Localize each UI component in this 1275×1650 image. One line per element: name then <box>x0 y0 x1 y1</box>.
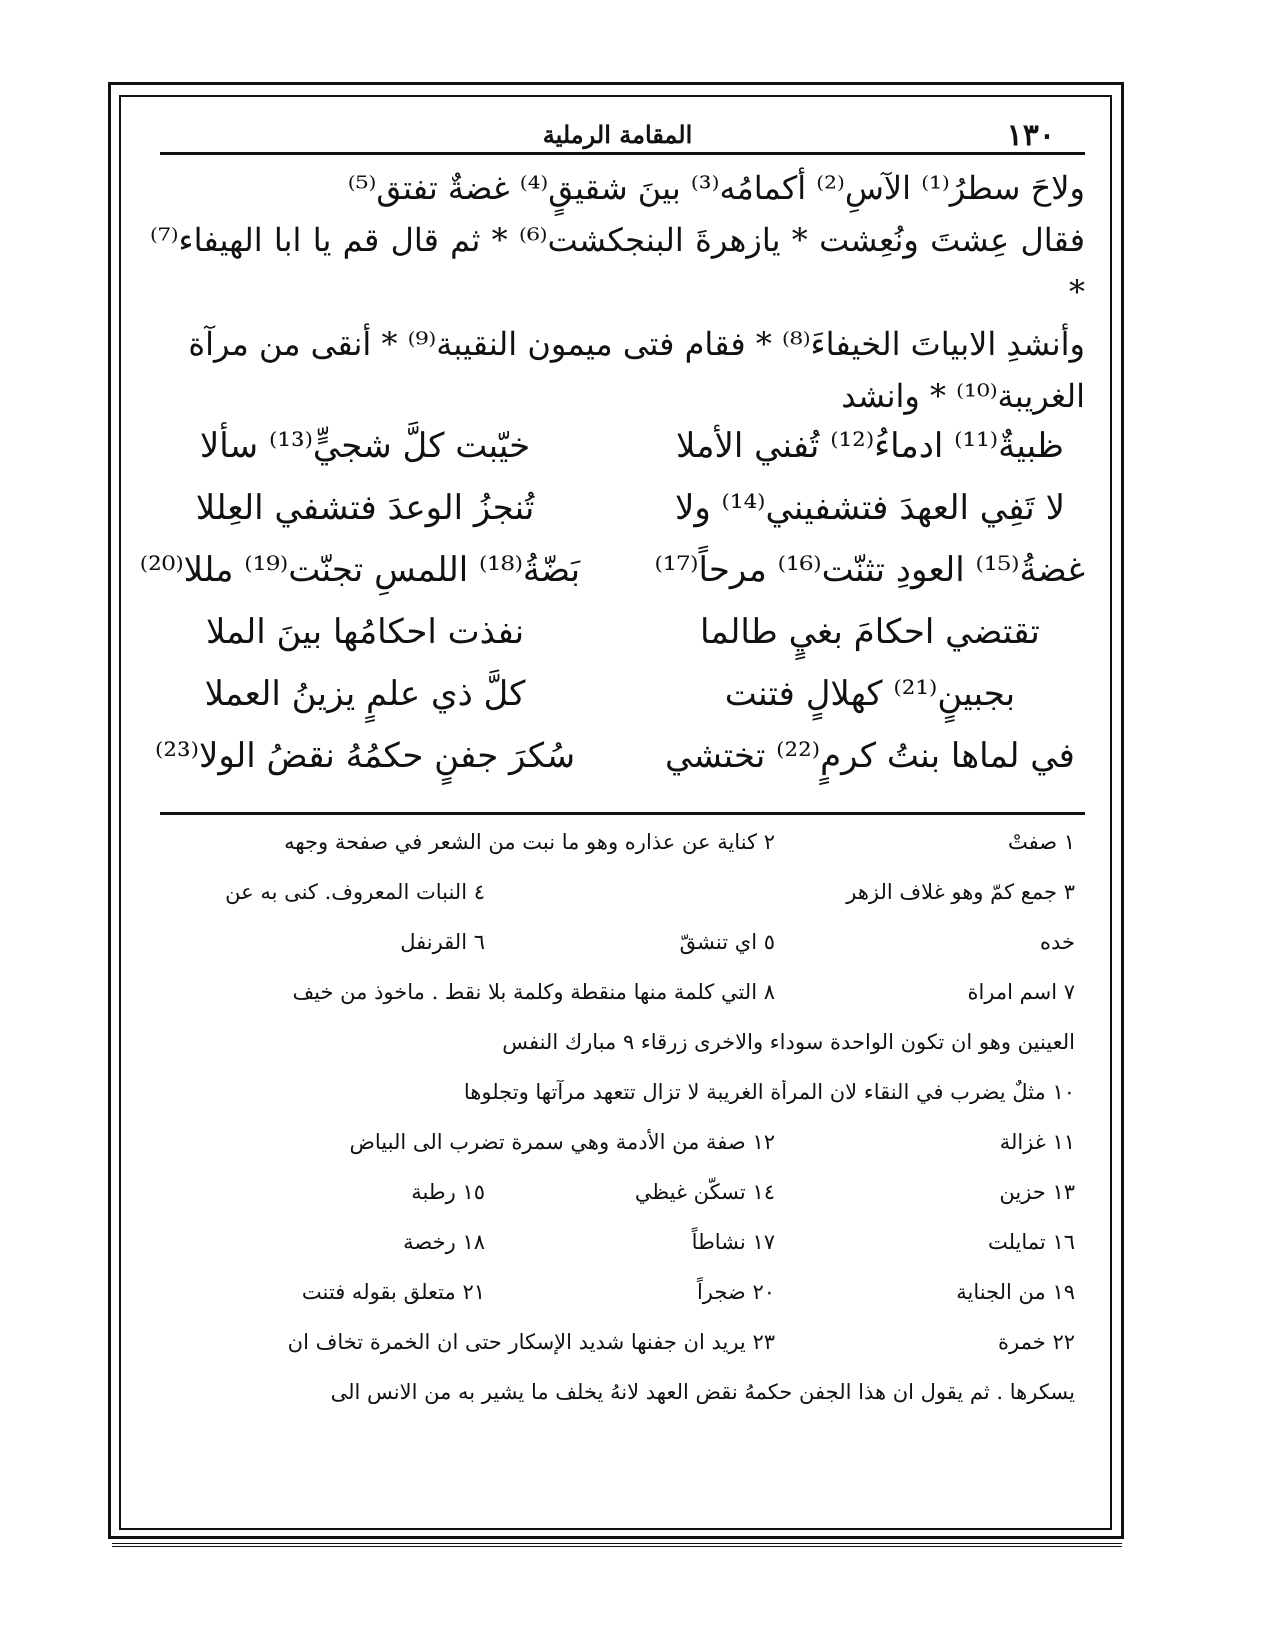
poem-verse <box>139 539 1085 601</box>
verse-second-hemistich: سُكرَ جفنٍ حكمُهُ نقضُ الولا⁽²³⁾ <box>155 736 576 776</box>
footnote: العينين وهو ان تكون الواحدة سوداء والاخرى زرقاء ٩ مبارك النفس <box>502 1030 1075 1054</box>
footnote: ٨ التي كلمة منها منقطة وكلمة بلا نقط . ماخوذ من خيف <box>292 980 775 1004</box>
footnote: ٣ جمع كمّ وهو غلاف الزهر <box>846 880 1075 904</box>
footnote-row <box>150 1220 1085 1270</box>
prose-line: فقال عِشتَ ونُعِشت * يازهرةَ البنجكشت⁽⁶⁾ * ثم قال قم يا ابا الهيفاء⁽⁷⁾ * <box>150 221 1086 311</box>
verse-second-hemistich: خيّبت كلَّ شجيٍّ⁽¹³⁾ سألا <box>199 426 531 466</box>
footnote-row <box>150 870 1085 920</box>
footnote: ١٣ حزين <box>999 1180 1075 1204</box>
footnote: ٢٠ ضجراً <box>696 1280 775 1304</box>
verse-second-hemistich: بَضّةُ⁽¹⁸⁾ اللمسِ تجنّت⁽¹⁹⁾ مللا⁽²⁰⁾ <box>139 550 581 590</box>
poem-verse <box>150 663 1085 725</box>
poem-verse <box>150 477 1085 539</box>
running-title: المقامة الرملية <box>542 120 693 149</box>
footnote-row <box>150 1170 1085 1220</box>
footnote: ١٧ نشاطاً <box>691 1230 775 1254</box>
footnote: ١ صفتْ <box>1007 830 1075 854</box>
footnote-row <box>150 820 1085 870</box>
footnote-row <box>150 1120 1085 1170</box>
footnote-row <box>150 970 1085 1020</box>
verse-first-hemistich: في لماها بنتُ كرمٍ⁽²²⁾ تختشي <box>665 736 1075 776</box>
footnote-row <box>150 920 1085 970</box>
footnote: ١٦ تمايلت <box>987 1230 1075 1254</box>
footnote: ١١ غزالة <box>999 1130 1075 1154</box>
verse-first-hemistich: ظبيةٌ⁽¹¹⁾ ادماءُ⁽¹²⁾ تُفني الأملا <box>675 426 1064 466</box>
footnote-row <box>150 1270 1085 1320</box>
footnote-row <box>150 1320 1085 1370</box>
footnotes <box>150 820 1085 1420</box>
header-rule <box>160 152 1085 155</box>
footnote: ١٢ صفة من الأدمة وهي سمرة تضرب الى البياض <box>349 1130 775 1154</box>
footnote: ٧ اسم امراة <box>967 980 1075 1004</box>
verse-first-hemistich: بجبينٍ⁽²¹⁾ كهلالٍ فتنت <box>724 674 1016 714</box>
page-number: ١٣٠ <box>1006 118 1055 153</box>
footnote: ١٤ تسكّن غيظي <box>634 1180 775 1204</box>
prose-line: ولاحَ سطرُ⁽¹⁾ الآسِ⁽²⁾ أكمامُه⁽³⁾ بينَ شقيقٍ⁽⁴⁾ غضةٌ تفتق⁽⁵⁾ <box>347 169 1085 207</box>
footnote: ١٩ من الجناية <box>956 1280 1075 1304</box>
footnote: ١٥ رطبة <box>411 1180 485 1204</box>
page-content <box>139 100 1086 1520</box>
footnote: ٦ القرنفل <box>400 930 485 954</box>
verse-second-hemistich: كلَّ ذي علمٍ يزينُ العملا <box>204 674 526 714</box>
poem-verse <box>150 415 1085 477</box>
verse-first-hemistich: تقتضي احكامَ بغيٍ طالما <box>700 612 1040 652</box>
footnote: ١٠ مثلٌ يضرب في النقاء لان المرأة الغريبة لا تزال تتعهد مرآتها وتجلوها <box>463 1080 1075 1104</box>
footnote: خده <box>1039 930 1075 954</box>
prose-line: وأنشدِ الابياتَ الخيفاءَ⁽⁸⁾ * فقام فتى ميمون النقيبة⁽⁹⁾ * أنقى من مرآة <box>188 325 1085 363</box>
page-header <box>150 100 1085 158</box>
prose-line: الغريبة⁽¹⁰⁾ * وانشد <box>841 377 1085 415</box>
verse-first-hemistich: لا تَفِي العهدَ فتشفيني⁽¹⁴⁾ ولا <box>674 488 1065 528</box>
footnote: ٢٢ خمرة <box>998 1330 1075 1354</box>
footnote-row <box>150 1070 1085 1120</box>
page-frame-bottom-rule <box>112 1543 1122 1547</box>
footnote-row <box>150 1020 1085 1070</box>
prose-block <box>150 162 1085 422</box>
verse-first-hemistich: غضةُ⁽¹⁵⁾ العودِ تثنّت⁽¹⁶⁾ مرحاً⁽¹⁷⁾ <box>654 550 1085 590</box>
footnote: ٢٣ يريد ان جفنها شديد الإسكار حتى ان الخمرة تخاف ان <box>287 1330 775 1354</box>
footnote: ٥ اي تنشقّ <box>679 930 775 954</box>
poem <box>139 415 1085 787</box>
footnote-row <box>150 1370 1085 1420</box>
footnotes-rule <box>160 812 1085 815</box>
footnote: ٢١ متعلق بقوله فتنت <box>301 1280 485 1304</box>
footnote: ١٨ رخصة <box>403 1230 485 1254</box>
verse-second-hemistich: تُنجزُ الوعدَ فتشفي العِللا <box>195 488 535 528</box>
footnote: ٤ النبات المعروف. كنى به عن <box>225 880 485 904</box>
poem-verse <box>150 601 1085 663</box>
poem-verse <box>150 725 1085 787</box>
footnote: ٢ كناية عن عذاره وهو ما نبت من الشعر في صفحة وجهه <box>284 830 775 854</box>
footnote: يسكرها . ثم يقول ان هذا الجفن حكمهُ نقض العهد لانهُ يخلف ما يشير به من الانس الى <box>330 1380 1075 1404</box>
verse-second-hemistich: نفذت احكامُها بينَ الملا <box>205 612 525 652</box>
